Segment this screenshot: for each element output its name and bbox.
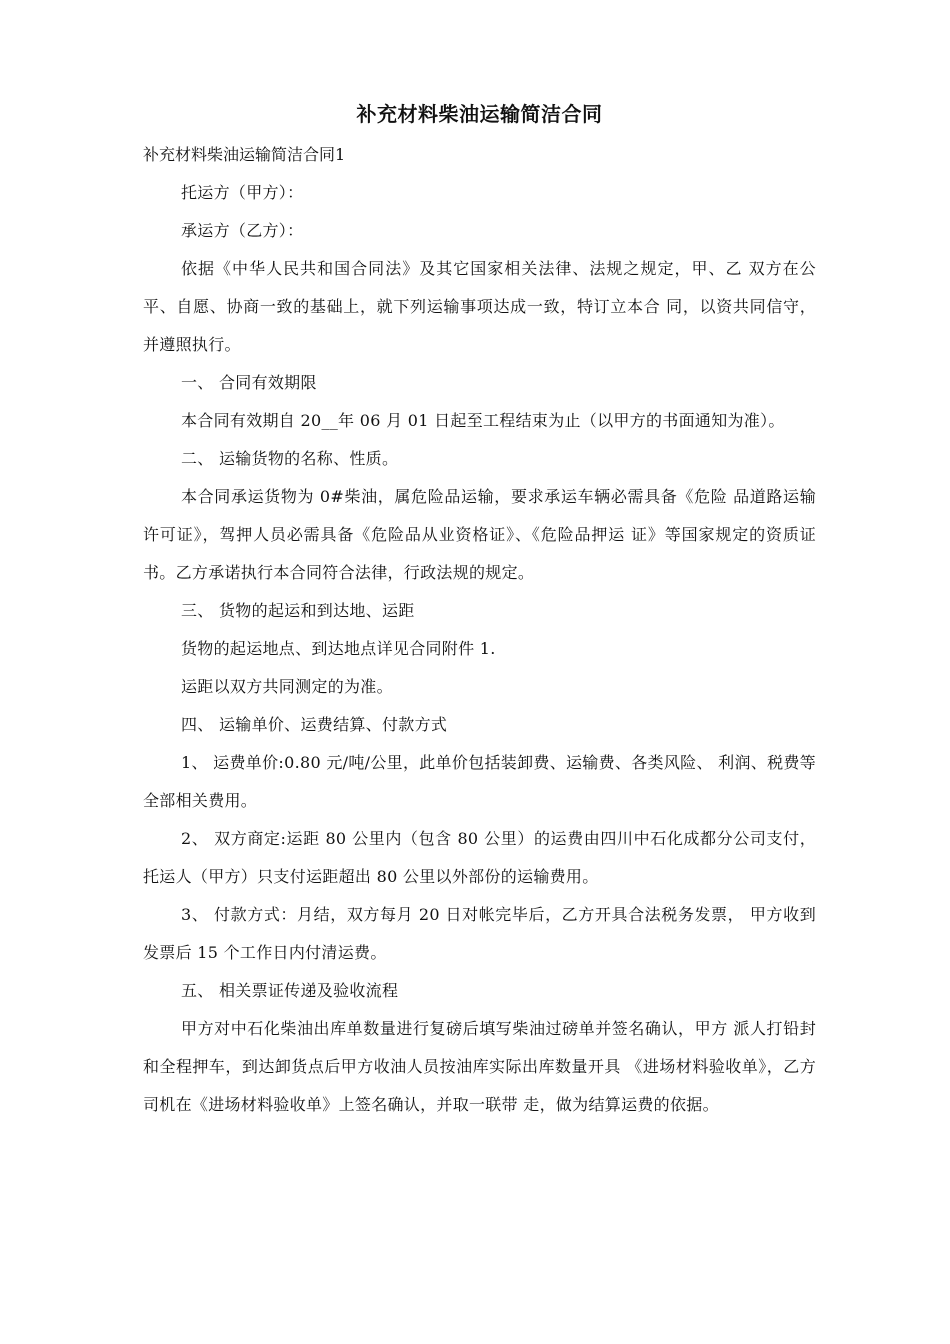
- section-paragraph: 2、 双方商定:运距 80 公里内（包含 80 公里）的运费由四川中石化成都分公司支付，托运人（甲方）只支付运距超出 80 公里以外部份的运输费用。: [143, 829, 816, 886]
- section-heading-route: 三、 货物的起运和到达地、运距: [181, 601, 415, 620]
- section-heading-pricing: 四、 运输单价、运费结算、付款方式: [181, 715, 448, 734]
- party-a-line: 托运方（甲方）：: [181, 183, 304, 202]
- section-heading-acceptance: 五、 相关票证传递及验收流程: [181, 981, 399, 1000]
- section-paragraph: 甲方对中石化柴油出库单数量进行复磅后填写柴油过磅单并签名确认，甲方 派人打铅封和全程押车，到达卸货点后甲方收油人员按油库实际出库数量开具 《进场材料验收单》，乙方司机在《进场材料验收单》上签名确认，并取一联带 走，做为结算运费的依据。: [143, 1019, 816, 1114]
- section-paragraph: 货物的起运地点、到达地点详见合同附件 1.: [181, 639, 496, 658]
- party-b-line: 承运方（乙方）：: [181, 221, 304, 240]
- section-paragraph: 3、 付款方式：月结，双方每月 20 日对帐完毕后，乙方开具合法税务发票， 甲方收到发票后 15 个工作日内付清运费。: [143, 905, 816, 962]
- section-paragraph: 本合同承运货物为 0#柴油，属危险品运输，要求承运车辆必需具备《危险 品道路运输许可证》，驾押人员必需具备《危险品从业资格证》、《危险品押运 证》等国家规定的资质证书。乙方承诺执行本合同符合法律，行政法规的规定。: [143, 487, 816, 582]
- section-paragraph: 运距以双方共同测定的为准。: [181, 677, 393, 696]
- document-title: 补充材料柴油运输简洁合同: [356, 102, 603, 126]
- section-heading-validity: 一、 合同有效期限: [181, 373, 317, 392]
- document-subtitle: 补充材料柴油运输简洁合同1: [143, 145, 346, 164]
- section-paragraph: 1、 运费单价:0.80 元/吨/公里，此单价包括装卸费、运输费、各类风险、 利润、税费等全部相关费用。: [143, 753, 816, 810]
- section-heading-goods: 二、 运输货物的名称、性质。: [181, 449, 399, 468]
- preamble-paragraph: 依据《中华人民共和国合同法》及其它国家相关法律、法规之规定，甲、乙 双方在公平、自愿、协商一致的基础上，就下列运输事项达成一致，特订立本合 同，以资共同信守，并遵照执行。: [143, 259, 816, 354]
- section-paragraph: 本合同有效期自 20__年 06 月 01 日起至工程结束为止（以甲方的书面通知为准）。: [181, 411, 785, 430]
